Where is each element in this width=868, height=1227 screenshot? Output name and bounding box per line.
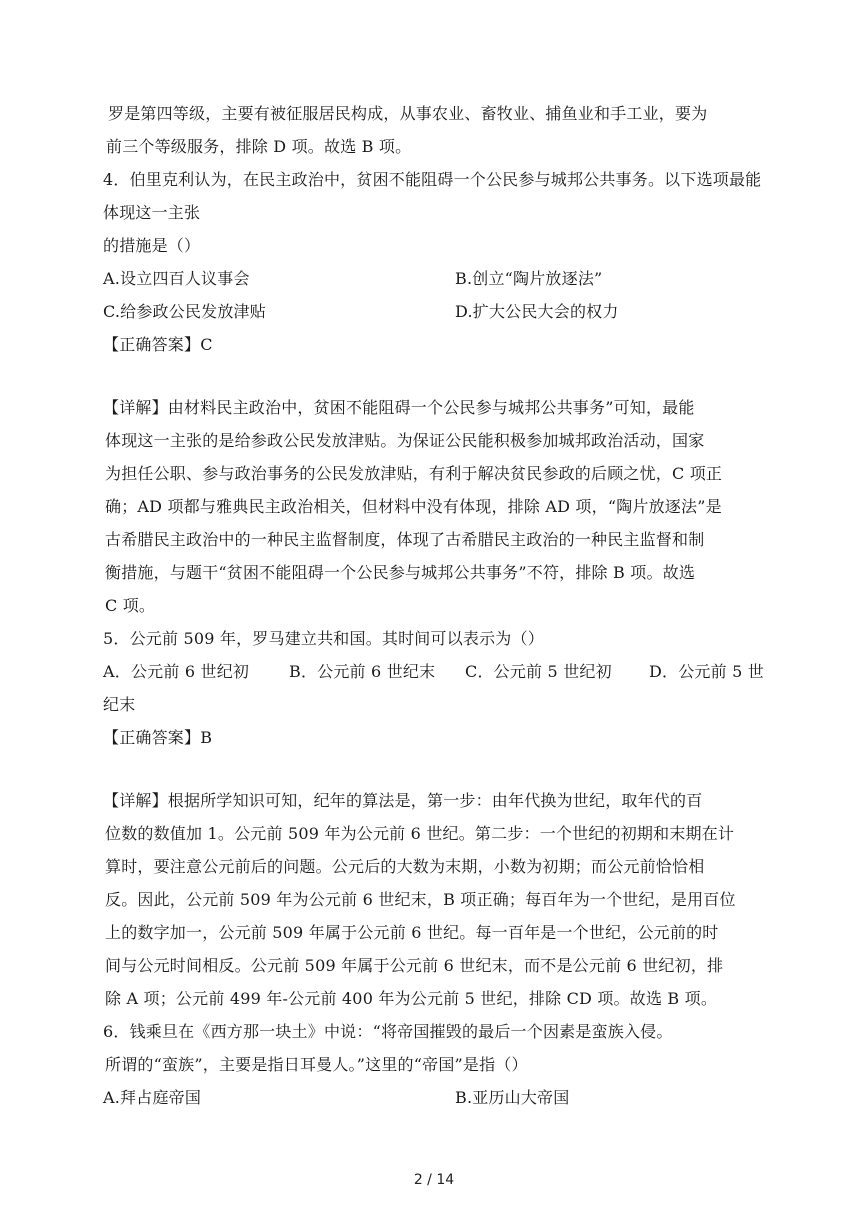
question-4-detail: 衡措施，与题干“贫困不能阻碍一个公民参与城邦公共事务”不符，排除 B 项。故选 bbox=[105, 563, 696, 582]
question-4-option-d: D.扩大公民大会的权力 bbox=[455, 302, 619, 321]
question-5-answer: 【正确答案】B bbox=[103, 728, 213, 747]
question-4-answer: 【正确答案】C bbox=[103, 335, 213, 354]
question-6-stem: 6．钱乘旦在《西方那一块土》中说：“将帝国摧毁的最后一个因素是蛮族入侵。 bbox=[103, 1022, 673, 1041]
question-5-detail: 算时，要注意公元前后的问题。公元后的大数为末期，小数为初期；而公元前恰恰相 bbox=[105, 857, 705, 876]
question-5-detail: 位数的数值加 1。公元前 509 年为公元前 6 世纪。第二步：一个世纪的初期和末期在计 bbox=[105, 824, 735, 843]
question-5-option-d-continuation: 纪末 bbox=[103, 695, 136, 714]
question-4-stem: 的措施是（） bbox=[103, 236, 201, 255]
question-5-option-d: D．公元前 5 世 bbox=[649, 662, 764, 681]
question-4-option-a: A.设立四百人议事会 bbox=[103, 269, 250, 288]
question-4-detail: 确；AD 项都与雅典民主政治相关，但材料中没有体现，排除 AD 项，“陶片放逐法”是 bbox=[105, 497, 722, 516]
question-5-detail: 上的数字加一，公元前 509 年属于公元前 6 世纪。每一百年是一个世纪，公元前的时 bbox=[105, 923, 719, 942]
question-4-detail: 【详解】由材料民主政治中，贫困不能阻碍一个公民参与城邦公共事务”可知，最能 bbox=[103, 398, 695, 417]
prev-detail-line: 罗是第四等级，主要有被征服居民构成，从事农业、畜牧业、捕鱼业和手工业，要为 bbox=[108, 104, 708, 123]
question-4-detail: 古希腊民主政治中的一种民主监督制度，体现了古希腊民主政治的一种民主监督和制 bbox=[105, 530, 705, 549]
question-5-detail: 除 A 项；公元前 499 年-公元前 400 年为公元前 5 世纪，排除 CD 项。故选 B 项。 bbox=[105, 989, 718, 1008]
question-5-option-a: A．公元前 6 世纪初 bbox=[103, 662, 250, 681]
question-5-option-c: C．公元前 5 世纪初 bbox=[465, 662, 612, 681]
question-4-detail: C 项。 bbox=[105, 596, 156, 615]
question-5-detail: 反。因此，公元前 509 年为公元前 6 世纪末，B 项正确；每百年为一个世纪，是用百位 bbox=[105, 890, 736, 909]
question-5-option-b: B．公元前 6 世纪末 bbox=[289, 662, 436, 681]
question-5-detail: 间与公元时间相反。公元前 509 年属于公元前 6 世纪末，而不是公元前 6 世纪初，排 bbox=[105, 956, 724, 975]
question-5-stem: 5．公元前 509 年，罗马建立共和国。其时间可以表示为（） bbox=[103, 629, 544, 648]
prev-detail-line: 前三个等级服务，排除 D 项。故选 B 项。 bbox=[106, 137, 412, 156]
question-4-detail: 体现这一主张的是给参政公民发放津贴。为保证公民能积极参加城邦政治活动，国家 bbox=[105, 431, 705, 450]
page-number: 2 / 14 bbox=[413, 1172, 455, 1188]
question-6-option-a: A.拜占庭帝国 bbox=[103, 1088, 202, 1107]
question-4-option-c: C.给参政公民发放津贴 bbox=[103, 302, 266, 321]
question-4-stem: 体现这一主张 bbox=[103, 203, 201, 222]
question-6-option-b: B.亚历山大帝国 bbox=[455, 1088, 570, 1107]
question-4-option-b: B.创立“陶片放逐法” bbox=[455, 269, 603, 288]
question-4-stem: 4．伯里克利认为，在民主政治中，贫困不能阻碍一个公民参与城邦公共事务。以下选项最能 bbox=[103, 170, 762, 189]
question-5-detail: 【详解】根据所学知识可知，纪年的算法是，第一步：由年代换为世纪，取年代的百 bbox=[103, 791, 703, 810]
question-6-stem: 所谓的“蛮族”，主要是指日耳曼人。”这里的“帝国”是指（） bbox=[105, 1055, 528, 1074]
question-4-detail: 为担任公职、参与政治事务的公民发放津贴，有利于解决贫民参政的后顾之忧，C 项正 bbox=[105, 464, 723, 483]
